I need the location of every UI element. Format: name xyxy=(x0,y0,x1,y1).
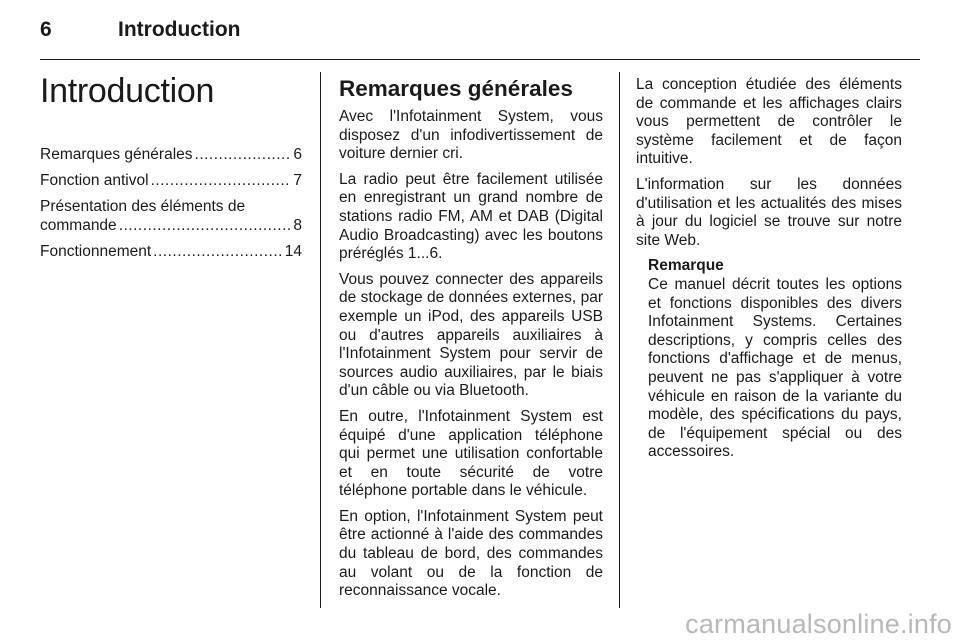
middle-column xyxy=(339,76,603,608)
toc-item-page: 8 xyxy=(293,217,302,234)
left-column xyxy=(40,72,302,268)
header-divider xyxy=(40,59,920,60)
toc-item-label-line-2: commande xyxy=(40,217,117,234)
toc-item-antivol[interactable] xyxy=(40,171,302,190)
toc-item-remarques[interactable] xyxy=(40,145,302,164)
toc-item-label: Remarques générales xyxy=(40,146,193,163)
paragraph: L'information sur les données d'utilisation et les actualités des mises à jour du logiciel se trouve sur notre site Web. xyxy=(636,175,902,249)
toc-item-label: Fonction antivol xyxy=(40,172,149,189)
toc-item-page: 14 xyxy=(284,243,302,260)
toc-item-fonctionnement[interactable] xyxy=(40,242,302,261)
chapter-title: Introduction xyxy=(40,72,215,110)
watermark-text: carmanualsonline.info xyxy=(685,609,952,639)
paragraph: En outre, l'Infotainment System est équipé d'une application téléphone qui permet une utilisation confortable et en toute sécurité de votre téléphone portable dans le véhicule. xyxy=(339,407,603,500)
section-title: Remarques générales xyxy=(339,76,573,101)
note-text: Ce manuel décrit toutes les options et fonctions disponibles des divers Infotainment Systems. Certaines descriptions, y compris celles des fonctions d'affichage et de menus, peuvent ne pas s'appliquer à votre véhicule en raison de la variante du modèle, des spécifications du pays, de l'équipement spécial ou des accessoires. xyxy=(648,275,902,461)
right-column xyxy=(636,76,902,462)
column-divider-2 xyxy=(619,72,620,608)
paragraph: La radio peut être facilement utilisée en enregistrant un grand nombre de stations radio FM, AM et DAB (Digital Audio Broadcasting) avec les boutons préréglés 1...6. xyxy=(339,170,603,263)
paragraph: Vous pouvez connecter des appareils de stockage de données externes, par exemple un iPod, des appareils USB ou d'autres appareils auxiliaires à l'Infotainment System pour servir de sources audio auxiliaires, par le biais d'un câble ou via Bluetooth. xyxy=(339,270,603,400)
paragraph: En option, l'Infotainment System peut être actionné à l'aide des commandes du tableau de bord, des commandes au volant ou de la fonction de reconnaissance vocale. xyxy=(339,507,603,600)
toc-item-presentation[interactable] xyxy=(40,197,302,235)
table-of-contents xyxy=(40,145,302,261)
column-divider-1 xyxy=(320,72,321,608)
toc-item-page: 6 xyxy=(293,146,302,163)
toc-item-label: Fonctionnement xyxy=(40,243,152,260)
paragraph: La conception étudiée des éléments de commande et les affichages clairs vous permettent de contrôler le système facilement et de façon intuitive. xyxy=(636,76,902,168)
note-heading: Remarque xyxy=(648,257,724,275)
running-header-title: Introduction xyxy=(118,18,241,41)
toc-item-label-line-1: Présentation des éléments de xyxy=(40,198,246,215)
page-header xyxy=(40,18,920,48)
page-number: 6 xyxy=(40,18,52,41)
note-box xyxy=(648,257,902,462)
paragraph: Avec l'Infotainment System, vous disposez d'un infodivertissement de voiture dernier cri. xyxy=(339,108,603,163)
toc-item-page: 7 xyxy=(293,172,302,189)
